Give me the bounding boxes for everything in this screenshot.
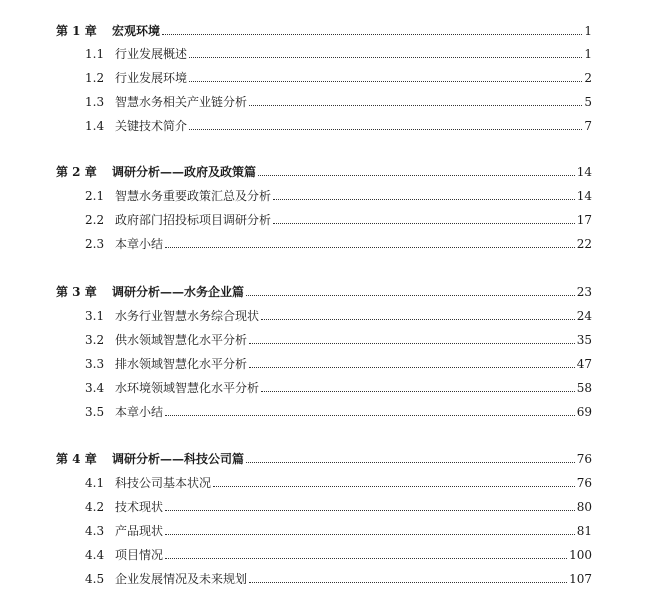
page-number: 24: [576, 309, 592, 323]
page-number: 76: [576, 476, 592, 490]
dot-leader: [162, 34, 582, 35]
section-title: 企业发展情况及未来规划: [115, 572, 248, 586]
page-number: 107: [569, 572, 592, 586]
dot-leader: [249, 582, 567, 583]
section-number: 4.3: [85, 524, 105, 538]
section-number: 3.4: [85, 381, 105, 395]
section-number: 2.1: [85, 189, 105, 203]
section-number: 4.5: [85, 572, 105, 586]
toc-section-1-1[interactable]: [0, 41, 645, 61]
chapter-number: 第 1 章: [56, 24, 97, 38]
section-title: 排水领域智慧化水平分析: [115, 357, 248, 371]
section-number: 1.3: [85, 95, 105, 109]
section-title: 智慧水务相关产业链分析: [115, 95, 248, 109]
chapter-number: 第 2 章: [56, 165, 97, 179]
section-title: 科技公司基本状况: [115, 476, 212, 490]
section-title: 技术现状: [115, 500, 164, 514]
section-title: 行业发展环境: [115, 71, 188, 85]
section-title: 行业发展概述: [115, 47, 188, 61]
toc-section-1-4[interactable]: [0, 113, 645, 133]
section-number: 3.1: [85, 309, 105, 323]
toc-section-2-3[interactable]: [0, 231, 645, 251]
page-number: 17: [576, 213, 592, 227]
chapter-title: 宏观环境: [112, 24, 161, 38]
toc-section-4-3[interactable]: [0, 518, 645, 538]
toc-section-1-3[interactable]: [0, 89, 645, 109]
dot-leader: [249, 343, 575, 344]
section-number: 2.3: [85, 237, 105, 251]
section-number: 4.1: [85, 476, 105, 490]
section-number: 1.1: [85, 47, 105, 61]
chapter-title: 调研分析——水务企业篇: [112, 285, 245, 299]
section-title: 本章小结: [115, 237, 164, 251]
dot-leader: [165, 534, 575, 535]
page-number: 58: [576, 381, 592, 395]
section-title: 产品现状: [115, 524, 164, 538]
dot-leader: [246, 295, 575, 296]
dot-leader: [189, 57, 582, 58]
chapter-number: 第 4 章: [56, 452, 97, 466]
toc-section-2-2[interactable]: [0, 207, 645, 227]
section-number: 3.2: [85, 333, 105, 347]
dot-leader: [273, 223, 575, 224]
section-number: 4.4: [85, 548, 105, 562]
dot-leader: [213, 486, 575, 487]
section-title: 水环境领域智慧化水平分析: [115, 381, 260, 395]
section-title: 关键技术简介: [115, 119, 188, 133]
toc-section-4-2[interactable]: [0, 494, 645, 514]
chapter-title: 调研分析——政府及政策篇: [112, 165, 257, 179]
section-title: 水务行业智慧水务综合现状: [115, 309, 260, 323]
section-title: 供水领域智慧化水平分析: [115, 333, 248, 347]
dot-leader: [165, 510, 575, 511]
dot-leader: [273, 199, 575, 200]
section-number: 1.2: [85, 71, 105, 85]
page-number: 14: [576, 189, 592, 203]
dot-leader: [165, 558, 567, 559]
toc-section-3-1[interactable]: [0, 303, 645, 323]
page-number: 14: [576, 165, 592, 179]
chapter-title: 调研分析——科技公司篇: [112, 452, 245, 466]
toc-section-4-5[interactable]: [0, 566, 645, 586]
page-number: 69: [576, 405, 592, 419]
toc-section-3-2[interactable]: [0, 327, 645, 347]
chapter-number: 第 3 章: [56, 285, 97, 299]
dot-leader: [165, 247, 575, 248]
dot-leader: [249, 105, 582, 106]
dot-leader: [246, 462, 575, 463]
page-number: 47: [576, 357, 592, 371]
page-number: 2: [584, 71, 592, 85]
page-number: 100: [569, 548, 592, 562]
section-number: 1.4: [85, 119, 105, 133]
page-number: 1: [584, 24, 592, 38]
section-title: 政府部门招投标项目调研分析: [115, 213, 272, 227]
page-number: 80: [576, 500, 592, 514]
section-number: 3.5: [85, 405, 105, 419]
dot-leader: [261, 319, 575, 320]
toc-section-4-1[interactable]: [0, 470, 645, 490]
page-number: 76: [576, 452, 592, 466]
section-number: 2.2: [85, 213, 105, 227]
section-number: 3.3: [85, 357, 105, 371]
dot-leader: [189, 129, 582, 130]
page-number: 5: [584, 95, 592, 109]
toc-section-1-2[interactable]: [0, 65, 645, 85]
section-title: 智慧水务重要政策汇总及分析: [115, 189, 272, 203]
dot-leader: [261, 391, 575, 392]
toc-section-2-1[interactable]: [0, 183, 645, 203]
toc-section-3-3[interactable]: [0, 351, 645, 371]
page-number: 23: [576, 285, 592, 299]
toc-section-4-4[interactable]: [0, 542, 645, 562]
page-number: 35: [576, 333, 592, 347]
page-number: 1: [584, 47, 592, 61]
dot-leader: [258, 175, 575, 176]
toc-chapter-4[interactable]: [0, 446, 645, 466]
toc-section-3-5[interactable]: [0, 399, 645, 419]
page-number: 7: [584, 119, 592, 133]
dot-leader: [189, 81, 582, 82]
toc-section-3-4[interactable]: [0, 375, 645, 395]
section-title: 本章小结: [115, 405, 164, 419]
section-number: 4.2: [85, 500, 105, 514]
section-title: 项目情况: [115, 548, 164, 562]
dot-leader: [165, 415, 575, 416]
toc-chapter-2[interactable]: [0, 159, 645, 179]
dot-leader: [249, 367, 575, 368]
page-number: 22: [576, 237, 592, 251]
toc-chapter-3[interactable]: [0, 279, 645, 299]
page-number: 81: [576, 524, 592, 538]
toc-chapter-1[interactable]: [0, 18, 645, 38]
